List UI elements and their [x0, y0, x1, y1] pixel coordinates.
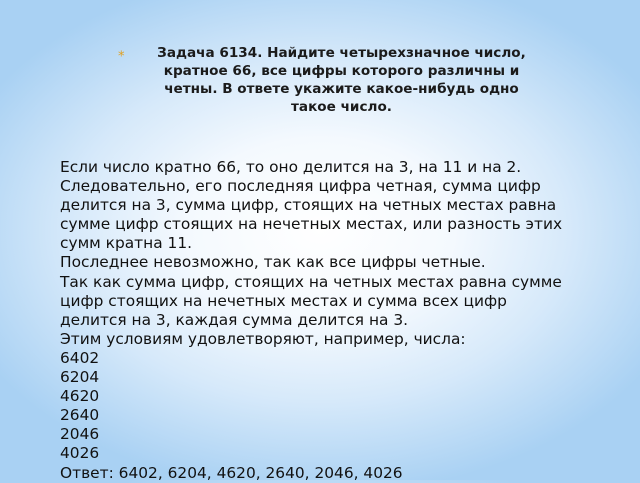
- solution-line: Следовательно, его последняя цифра четная, сумма цифр: [60, 177, 541, 196]
- solution-line: Этим условиям удовлетворяют, например, числа:: [60, 329, 466, 348]
- answer-line: Ответ: 6402, 6204, 4620, 2640, 2046, 4026: [60, 463, 403, 482]
- answer-candidate: 4620: [60, 387, 100, 406]
- solution-line: делится на 3, каждая сумма делится на 3.: [60, 310, 409, 329]
- solution-line: Последнее невозможно, так как все цифры четные.: [60, 253, 486, 272]
- task-text: Задача 6134. Найдите четырехзначное число, кратное 66, все цифры которого различны и четны. В ответе укажите какое-нибудь одно такое число.: [157, 45, 526, 115]
- solution-line: Так как сумма цифр, стоящих на четных местах равна сумме: [60, 272, 562, 291]
- solution-line: сумм кратна 11.: [60, 234, 193, 253]
- solution-line: Если число кратно 66, то оно делится на 3, на 11 и на 2.: [60, 158, 522, 176]
- bullet-icon: ⁎: [118, 45, 125, 60]
- answer-candidate: 4026: [60, 444, 100, 463]
- answer-candidate: 6402: [60, 348, 100, 367]
- answer-candidate: 2046: [60, 425, 100, 444]
- solution-line: сумме цифр стоящих на нечетных местах, или разность этих: [60, 215, 563, 234]
- solution-line: цифр стоящих на нечетных местах и сумма всех цифр: [60, 291, 507, 310]
- task-block: [118, 44, 548, 116]
- answer-candidate: 6204: [60, 368, 100, 387]
- answer-candidate: 2640: [60, 406, 100, 425]
- solution-line: делится на 3, сумма цифр, стоящих на четных местах равна: [60, 196, 557, 215]
- solution-text: [60, 158, 620, 483]
